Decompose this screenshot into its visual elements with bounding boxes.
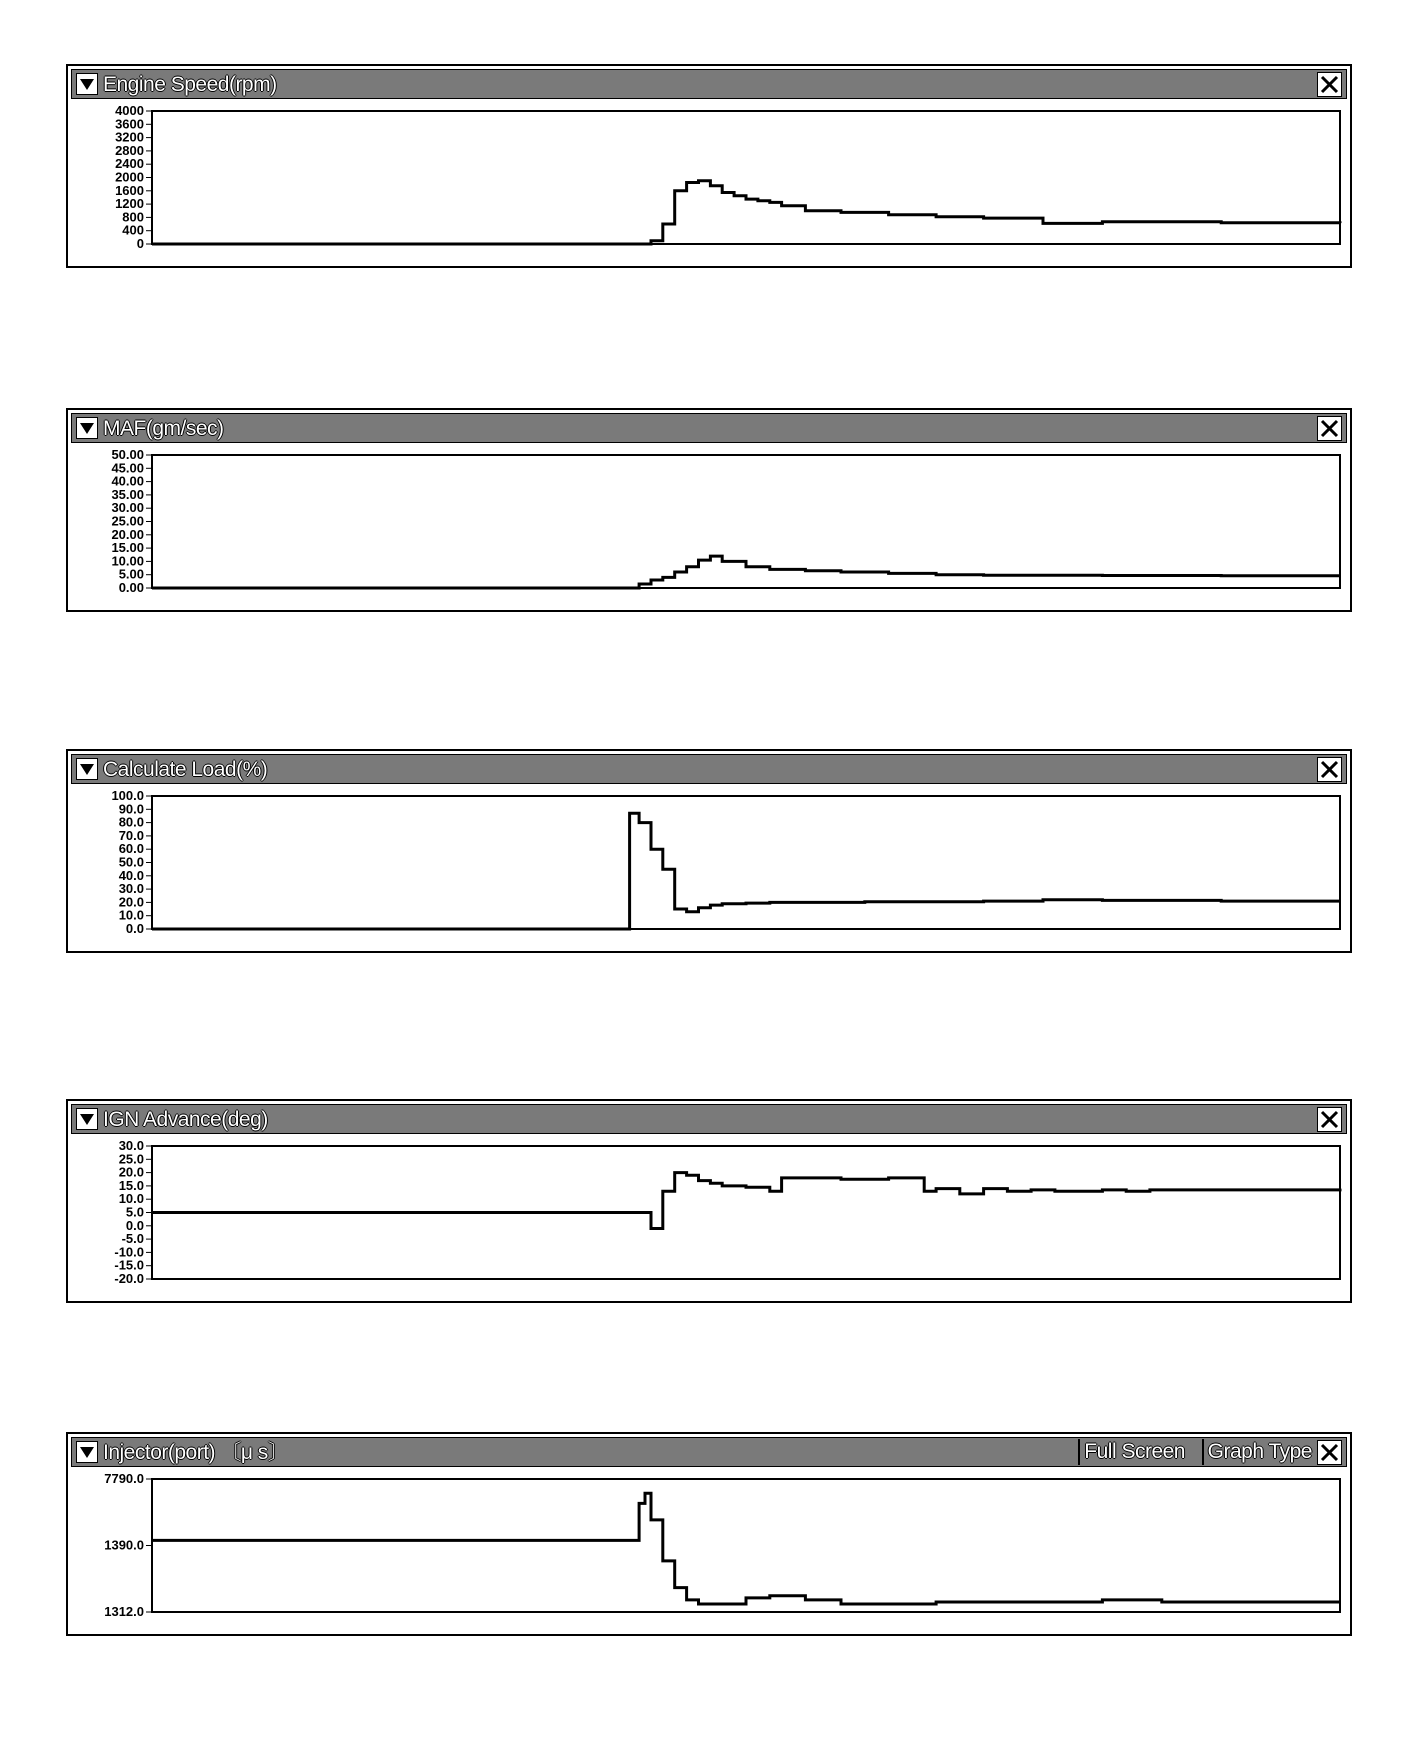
close-button[interactable] — [1317, 1107, 1342, 1132]
y-tick-label: 30.00 — [111, 500, 144, 516]
y-tick-label: 70.0 — [118, 827, 144, 843]
panel-menu-button[interactable] — [76, 73, 98, 95]
y-tick-label: 60.0 — [118, 841, 144, 857]
y-tick-label: 7790.0 — [104, 1471, 144, 1486]
y-tick-label: 400 — [122, 222, 144, 238]
y-tick-label: 10.00 — [111, 553, 144, 569]
y-tick-label: 2400 — [115, 156, 144, 172]
y-tick-label: -15.0 — [114, 1257, 144, 1273]
y-tick-label: 0.0 — [125, 1217, 144, 1233]
close-button[interactable] — [1317, 416, 1342, 441]
triangle-down-icon — [80, 1447, 94, 1458]
y-tick-label: 10.0 — [118, 907, 144, 923]
triangle-down-icon — [80, 1114, 94, 1125]
y-tick-label: 0.0 — [125, 921, 144, 936]
close-button[interactable] — [1317, 1440, 1342, 1465]
close-x-icon — [1320, 1443, 1339, 1462]
y-tick-label: 50.0 — [118, 854, 144, 870]
y-tick-label: 30.0 — [118, 1138, 144, 1153]
panel-titlebar[interactable] — [71, 1104, 1347, 1134]
y-tick-label: 20.00 — [111, 526, 144, 542]
y-tick-label: 2000 — [115, 169, 144, 185]
y-tick-label: 3200 — [115, 129, 144, 145]
panel-titlebar[interactable] — [71, 1437, 1347, 1467]
y-tick-label: 30.0 — [118, 881, 144, 897]
injector-panel — [66, 1432, 1352, 1636]
panel-title: IGN Advance(deg) — [103, 1108, 268, 1131]
close-x-icon — [1320, 760, 1339, 779]
maf-chart — [68, 444, 1350, 610]
panel-title: MAF(gm/sec) — [103, 417, 224, 440]
y-tick-label: 20.0 — [118, 1164, 144, 1180]
y-tick-label: 100.0 — [111, 788, 144, 803]
y-tick-label: 2800 — [115, 142, 144, 158]
y-tick-label: 1312.0 — [104, 1604, 144, 1619]
panel-menu-button[interactable] — [76, 758, 98, 780]
graph-type-button[interactable]: Graph Type — [1202, 1439, 1316, 1465]
y-tick-label: 0.00 — [118, 580, 144, 595]
close-x-icon — [1320, 75, 1339, 94]
calculate-load-panel — [66, 749, 1352, 953]
injector-chart — [68, 1468, 1350, 1634]
panel-title: Calculate Load(%) — [103, 758, 268, 781]
calculate-load-chart — [68, 785, 1350, 951]
triangle-down-icon — [80, 423, 94, 434]
panel-menu-button[interactable] — [76, 1108, 98, 1130]
close-x-icon — [1320, 1110, 1339, 1129]
panel-titlebar[interactable] — [71, 413, 1347, 443]
panel-menu-button[interactable] — [76, 417, 98, 439]
y-tick-label: 5.00 — [118, 566, 144, 582]
y-tick-label: 40.0 — [118, 867, 144, 883]
y-tick-label: 45.00 — [111, 460, 144, 476]
y-tick-label: 4000 — [115, 103, 144, 118]
engine-speed-chart — [68, 100, 1350, 266]
panel-titlebar[interactable] — [71, 69, 1347, 99]
y-tick-label: 5.0 — [125, 1204, 144, 1220]
y-tick-label: 25.00 — [111, 513, 144, 529]
y-tick-label: 1390.0 — [104, 1537, 144, 1553]
panel-menu-button[interactable] — [76, 1441, 98, 1463]
y-tick-label: 3600 — [115, 116, 144, 132]
y-tick-label: 20.0 — [118, 894, 144, 910]
close-button[interactable] — [1317, 72, 1342, 97]
y-tick-label: 800 — [122, 209, 144, 225]
y-tick-label: 35.00 — [111, 486, 144, 502]
y-tick-label: 40.00 — [111, 473, 144, 489]
y-tick-label: -5.0 — [121, 1231, 144, 1247]
engine-speed-panel — [66, 64, 1352, 268]
full-screen-button[interactable]: Full Screen — [1078, 1439, 1189, 1465]
y-tick-label: -10.0 — [114, 1244, 144, 1260]
y-tick-label: 15.0 — [118, 1177, 144, 1193]
triangle-down-icon — [80, 764, 94, 775]
y-tick-label: 10.0 — [118, 1191, 144, 1207]
y-tick-label: 80.0 — [118, 814, 144, 830]
maf-panel — [66, 408, 1352, 612]
y-tick-label: 90.0 — [118, 801, 144, 817]
y-tick-label: 0 — [136, 236, 144, 251]
y-tick-label: 1200 — [115, 196, 144, 212]
y-tick-label: 15.00 — [111, 540, 144, 556]
y-tick-label: 50.00 — [111, 447, 144, 462]
close-button[interactable] — [1317, 757, 1342, 782]
ign-advance-panel — [66, 1099, 1352, 1303]
panel-title: Injector(port) 〔μ s〕 — [103, 1441, 289, 1464]
plot-frame — [152, 796, 1340, 929]
triangle-down-icon — [80, 79, 94, 90]
y-tick-label: 25.0 — [118, 1151, 144, 1167]
close-x-icon — [1320, 419, 1339, 438]
ign-advance-chart — [68, 1135, 1350, 1301]
plot-frame — [152, 1479, 1340, 1612]
y-tick-label: -20.0 — [114, 1271, 144, 1286]
panel-title: Engine Speed(rpm) — [103, 73, 277, 96]
plot-frame — [152, 111, 1340, 244]
panel-titlebar[interactable] — [71, 754, 1347, 784]
y-tick-label: 1600 — [115, 182, 144, 198]
